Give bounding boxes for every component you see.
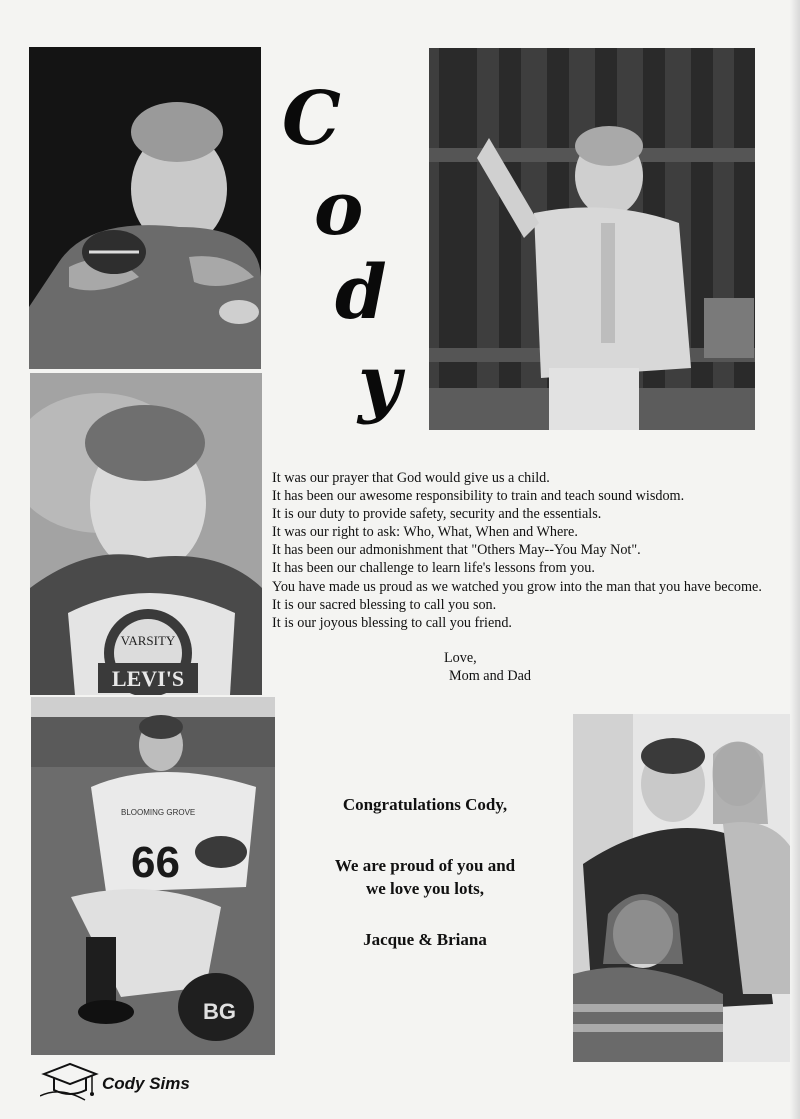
congrats-line-3: we love you lots, bbox=[365, 879, 485, 898]
jersey-varsity-text: VARSITY bbox=[120, 633, 176, 648]
jersey-brand-text: LEVI'S bbox=[111, 666, 185, 691]
photo-toddler-football bbox=[29, 47, 261, 369]
closing-signature: Mom and Dad bbox=[449, 668, 531, 684]
title-letter-d: d bbox=[335, 250, 387, 336]
poem-line: It has been our admonishment that "Others May--You May Not". bbox=[272, 542, 641, 559]
helmet-letters-text: BG bbox=[203, 999, 236, 1024]
poem-line: You have made us proud as we watched you grow into the man that you have become. bbox=[272, 578, 762, 595]
congrats-signature: Jacque & Briana bbox=[363, 930, 487, 949]
congrats-line-2: We are proud of you and bbox=[334, 856, 516, 875]
title-letter-c: C bbox=[282, 76, 341, 162]
graduation-cap-icon bbox=[40, 1056, 100, 1104]
congratulations-message bbox=[300, 793, 550, 951]
closing-love: Love, bbox=[444, 650, 477, 666]
title-letter-o: o bbox=[314, 166, 364, 252]
team-name-text: BLOOMING GROVE bbox=[121, 808, 196, 817]
photo-boy-sweater bbox=[30, 373, 262, 695]
congrats-line-1: Congratulations Cody, bbox=[342, 795, 508, 814]
photo-football-player bbox=[31, 697, 275, 1055]
player-number-text: 66 bbox=[131, 838, 180, 887]
poem-line: It has been our challenge to learn life's lessons from you. bbox=[272, 560, 595, 577]
poem-line: It is our sacred blessing to call you son. bbox=[272, 596, 497, 613]
poem-line: It was our prayer that God would give us a child. bbox=[272, 470, 550, 486]
footer-name: Cody Sims bbox=[102, 1074, 190, 1093]
poem-line: It was our right to ask: Who, What, When and Where. bbox=[272, 524, 578, 541]
poem-line: It is our joyous blessing to call you friend. bbox=[272, 614, 512, 631]
photo-siblings bbox=[573, 714, 795, 1062]
photo-boy-fence bbox=[429, 48, 755, 430]
title-letter-y: y bbox=[358, 340, 401, 426]
poem-line: It has been our awesome responsibility to train and teach sound wisdom. bbox=[272, 488, 685, 505]
page-edge-shadow bbox=[790, 0, 800, 1119]
poem bbox=[272, 469, 800, 632]
poem-line: It is our duty to provide safety, security and the essentials. bbox=[272, 506, 602, 523]
poem-closing bbox=[444, 649, 531, 685]
